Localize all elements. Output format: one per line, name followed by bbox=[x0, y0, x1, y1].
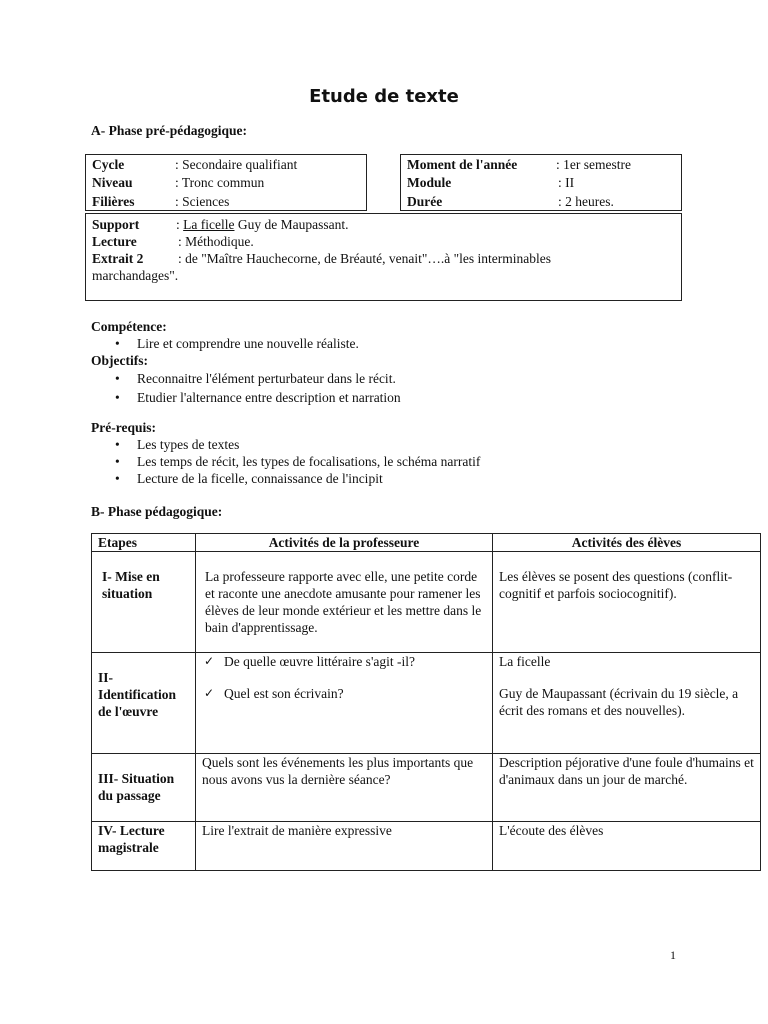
phase-a-heading: A- Phase pré-pédagogique: bbox=[91, 123, 247, 138]
niveau-label: Niveau bbox=[92, 175, 133, 190]
objectifs-heading: Objectifs: bbox=[91, 353, 148, 368]
filieres-label: Filières bbox=[92, 194, 135, 209]
answer-item: Guy de Maupassant (écrivain du 19 siècle, a écrit des romans et des nouvelles). bbox=[499, 686, 739, 718]
support-value bbox=[176, 216, 348, 233]
header-prof: Activités de la professeure bbox=[196, 534, 493, 552]
lecture-label: Lecture bbox=[92, 234, 137, 249]
support-title: La ficelle bbox=[183, 217, 235, 232]
eleves-cell: Les élèves se posent des questions (conflit-cognitif et parfois sociocognitif). bbox=[493, 552, 761, 653]
duree-label: Durée bbox=[407, 194, 443, 209]
prof-cell: Lire l'extrait de manière expressive bbox=[196, 822, 493, 871]
lecture-value: : Méthodique. bbox=[178, 234, 254, 249]
module-value: : II bbox=[558, 175, 575, 190]
prerequis-list bbox=[91, 436, 480, 487]
list-item: • Etudier l'alternance entre description et narration bbox=[91, 389, 401, 406]
prerequis-heading: Pré-requis: bbox=[91, 420, 156, 435]
prof-cell: La professeure rapporte avec elle, une petite corde et raconte une anecdote amusante pour ramener les élèves de leur monde extérieur et les mettre dans le bain d'apprentissage. bbox=[196, 552, 493, 653]
extrait-label: Extrait 2 bbox=[92, 251, 144, 266]
support-label: Support bbox=[92, 217, 140, 232]
filieres-value: : Sciences bbox=[175, 194, 230, 209]
info-box-right bbox=[400, 154, 682, 211]
eleves-cell bbox=[493, 653, 761, 754]
header-etapes: Etapes bbox=[92, 534, 196, 552]
table-header-row bbox=[92, 534, 761, 552]
objectifs-list bbox=[91, 370, 401, 406]
prof-cell: Quels sont les événements les plus importants que nous avons vus la dernière séance? bbox=[196, 754, 493, 822]
etape-cell: I- Mise en situation bbox=[92, 552, 196, 653]
moment-value: : 1er semestre bbox=[556, 157, 631, 172]
phase-b-heading: B- Phase pédagogique: bbox=[91, 504, 223, 519]
list-item: • Lecture de la ficelle, connaissance de l'incipit bbox=[91, 470, 480, 487]
support-box bbox=[85, 213, 682, 301]
module-label: Module bbox=[407, 175, 452, 190]
etape-cell: II- Identification de l'œuvre bbox=[92, 653, 196, 754]
prof-cell bbox=[196, 653, 493, 754]
page-title: Etude de texte bbox=[309, 86, 459, 107]
competence-heading: Compétence: bbox=[91, 319, 167, 334]
table-row bbox=[92, 653, 761, 754]
niveau-value: : Tronc commun bbox=[175, 175, 265, 190]
info-box-left bbox=[85, 154, 367, 211]
support-author: Guy de Maupassant. bbox=[237, 217, 349, 232]
table-row bbox=[92, 552, 761, 653]
table-row bbox=[92, 754, 761, 822]
list-item: • Reconnaitre l'élément perturbateur dans le récit. bbox=[91, 370, 401, 387]
etape-cell: III- Situation du passage bbox=[92, 754, 196, 822]
table-row bbox=[92, 822, 761, 871]
eleves-cell: L'écoute des élèves bbox=[493, 822, 761, 871]
duree-value: : 2 heures. bbox=[558, 194, 614, 209]
cycle-label: Cycle bbox=[92, 157, 125, 172]
page-number: 1 bbox=[670, 948, 676, 962]
list-item: • Les temps de récit, les types de focalisations, le schéma narratif bbox=[91, 453, 480, 470]
list-item: • Lire et comprendre une nouvelle réaliste. bbox=[91, 335, 359, 352]
competence-list bbox=[91, 335, 359, 352]
etape-cell: IV- Lecture magistrale bbox=[92, 822, 196, 871]
pedagogic-table bbox=[91, 533, 761, 871]
moment-label: Moment de l'année bbox=[407, 157, 518, 172]
answer-item: La ficelle bbox=[499, 654, 551, 669]
question-item: ✓ De quelle œuvre littéraire s'agit -il? bbox=[202, 653, 486, 670]
list-item: • Les types de textes bbox=[91, 436, 480, 453]
cycle-value: : Secondaire qualifiant bbox=[175, 157, 298, 172]
eleves-cell: Description péjorative d'une foule d'humains et d'animaux dans un jour de marché. bbox=[493, 754, 761, 822]
extrait-value: : de "Maître Hauchecorne, de Bréauté, venait"….à "les interminables bbox=[178, 251, 552, 266]
support-colon: : bbox=[176, 217, 180, 232]
question-item: ✓ Quel est son écrivain? bbox=[202, 685, 486, 702]
extrait-value-cont: marchandages". bbox=[92, 268, 179, 283]
header-eleves: Activités des élèves bbox=[493, 534, 761, 552]
